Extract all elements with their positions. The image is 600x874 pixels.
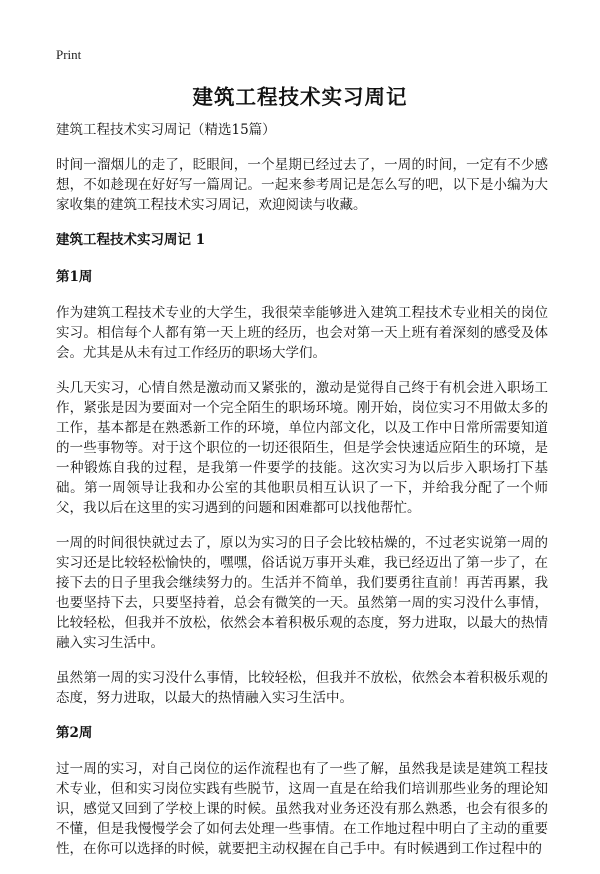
document-body	[56, 120, 548, 874]
document-subtitle: 建筑工程技术实习周记（精选15篇）	[56, 122, 276, 138]
paragraph: 虽然第一周的实习没什么事情，比较轻松，但我并不放松，依然会本着积极乐观的态度，努力进取，以最大的热情融入实习生活中。	[56, 670, 548, 706]
document-title: 建筑工程技术实习周记	[192, 85, 408, 109]
paragraph: 作为建筑工程技术专业的大学生，我很荣幸能够进入建筑工程技术专业相关的岗位实习。相信每个人都有第一天上班的经历，也会对第一天上班有着深刻的感受及体会。尤其是从未有过工作经历的职场大学们。	[56, 305, 548, 361]
paragraph: 头几天实习，心情自然是激动而又紧张的，激动是觉得自己终于有机会进入职场工作，紧张是因为要面对一个完全陌生的职场环境。刚开始，岗位实习不用做太多的工作，基本都是在熟悉新工作的环境，单位内部文化，以及工作中日常所需要知道的一些事物等。对于这个职位的一切还很陌生，但是学会快速适应陌生的环境，是一种锻炼自我的过程，是我第一件要学的技能。这次实习为以后步入职场打下基础。第一周领导让我和办公室的其他职员相互认识了一下，并给我分配了一个师父，我以后在这里的实习遇到的问题和困难都可以找他帮忙。	[56, 380, 548, 516]
section-heading: 建筑工程技术实习周记 1	[56, 232, 206, 248]
week-heading: 第2周	[56, 725, 93, 741]
paragraph: 一周的时间很快就过去了，原以为实习的日子会比较枯燥的，不过老实说第一周的实习还是比较轻松愉快的，嘿嘿，俗话说万事开头难，我已经迈出了第一步了，在接下去的日子里我会继续努力的。生活并不简单，我们要勇往直前！再苦再累，我也要坚持下去，只要坚持着，总会有微笑的一天。虽然第一周的实习没什么事情，比较轻松，但我并不放松，依然会本着积极乐观的态度，努力进取，以最大的热情融入实习生活中。	[56, 535, 548, 651]
print-link[interactable]: Print	[56, 47, 82, 62]
intro-paragraph: 时间一溜烟儿的走了，眨眼间，一个星期已经过去了，一周的时间，一定有不少感想，不如趁现在好好写一篇周记。一起来参考周记是怎么写的吧，以下是小编为大家收集的建筑工程技术实习周记，欢迎阅读与收藏。	[56, 157, 548, 213]
paragraph: 过一周的实习，对自己岗位的运作流程也有了一些了解，虽然我是读是建筑工程技术专业，但和实习岗位实践有些脱节，这周一直是在给我们培训那些业务的理论知识，感觉又回到了学校上课的时候。虽然我对业务还没有那么熟悉，也会有很多的不懂，但是我慢慢学会了如何去处理一些事情。在工作地过程中明白了主动的重要性，在你可以选择的时候，就要把主动权握在自己手中。有时候遇到工作过程中的	[56, 761, 548, 857]
week-heading: 第1周	[56, 269, 93, 285]
